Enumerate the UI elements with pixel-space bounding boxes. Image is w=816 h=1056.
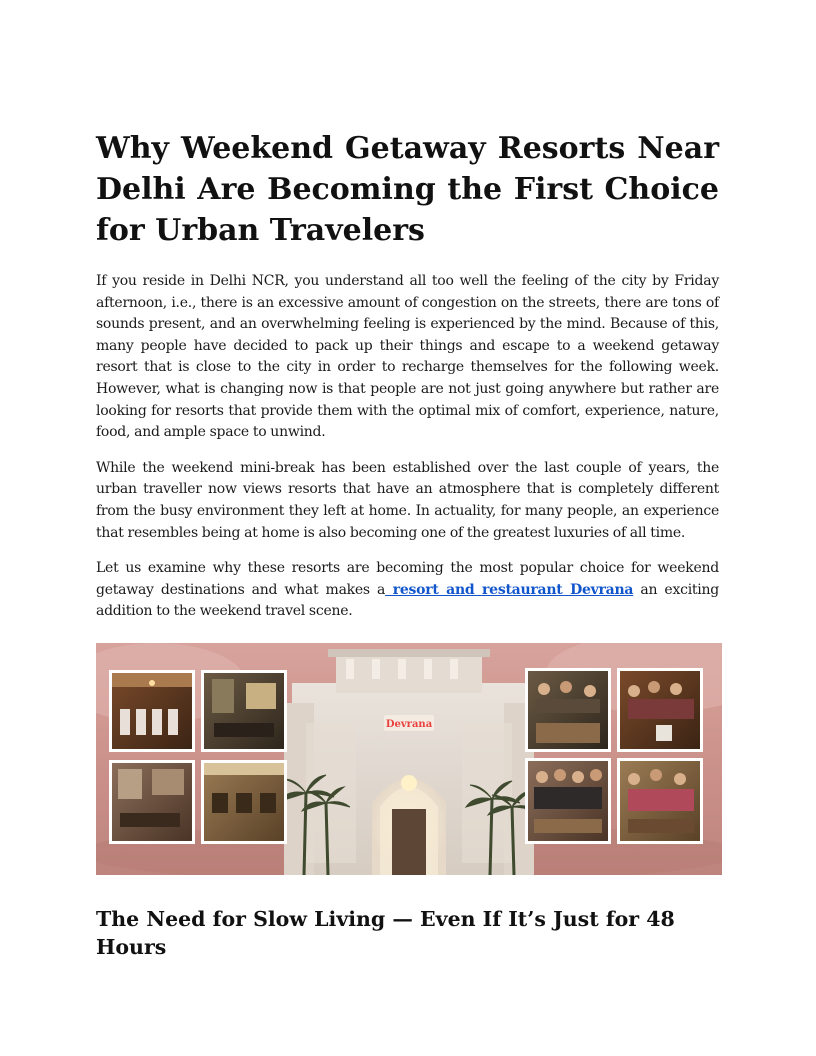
- devrana-link[interactable]: resort and restaurant Devrana: [385, 581, 634, 598]
- article-title: Why Weekend Getaway Resorts Near Delhi Are Becoming the First Choice for Urban Travelers: [96, 131, 719, 248]
- photo-restaurant-hall: [201, 760, 287, 844]
- photo-group-table: [525, 758, 611, 844]
- third-paragraph-tail: an exciting addition to the weekend travel scene.: [96, 581, 720, 620]
- resort-collage-banner: [96, 643, 722, 875]
- photo-banquet-hall: [109, 670, 195, 752]
- photo-family-celebration: [617, 668, 703, 752]
- third-paragraph: [96, 558, 719, 623]
- second-paragraph: While the weekend mini-break has been established over the last couple of years, the urban traveller now views resorts that have an atmosphere that is completely different from the busy environment they left at home. In actuality, for many people, an experience that resembles being at home is also becoming one of the greatest luxuries of all time.: [96, 459, 719, 541]
- devrana-sign-text: Devrana: [385, 718, 433, 730]
- devrana-sign: [384, 715, 434, 731]
- article-body: [96, 128, 719, 961]
- photo-guests-dining: [525, 668, 611, 752]
- section-heading: The Need for Slow Living — Even If It’s Just for 48 Hours: [96, 906, 675, 959]
- photo-lounge-interior: [201, 670, 287, 752]
- photo-kids-party: [617, 758, 703, 844]
- intro-paragraph: If you reside in Delhi NCR, you understand all too well the feeling of the city by Friday afternoon, i.e., there is an excessive amount of congestion on the streets, there are tons of sounds present, and an overwhelming feeling is experienced by the mind. Because of this, many people have decided to pack up their things and escape to a weekend getaway resort that is close to the city in order to recharge themselves for the following week. However, what is changing now is that people are not just going anywhere but rather are looking for resorts that provide them with the optimal mix of comfort, experience, nature, food, and ample space to unwind.: [96, 273, 719, 441]
- photo-dining-room: [109, 760, 195, 844]
- third-paragraph-lead: Let us examine why these resorts are becoming the most popular choice for weekend getaway destinations and what makes a: [96, 560, 719, 598]
